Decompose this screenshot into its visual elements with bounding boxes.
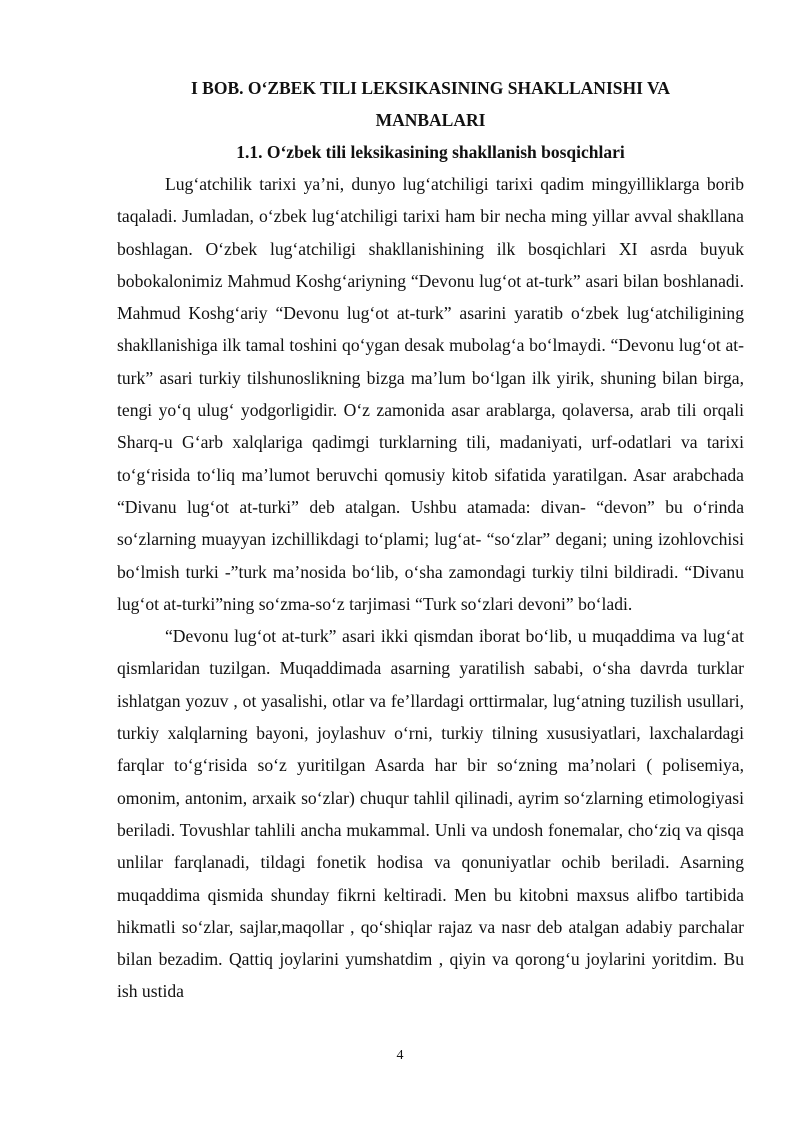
page-number: 4	[396, 1048, 404, 1063]
body-paragraph: “Devonu lug‘ot at-turk” asari ikki qismdan iborat bo‘lib, u muqaddima va lug‘at qismlaridan tuzilgan. Muqaddimada asarning yaratilish sababi, o‘sha davrda turklar ishlatgan yozuv , ot yasalishi, otlar va fe’llardagi orttirmalar, lug‘atning tuzilish usullari, turkiy xalqlarning bayoni, joylashuv o‘rni, turkiy tilning xususiyatlari, laxchalardagi farqlar to‘g‘risida so‘z yuritilgan Asarda har bir so‘zning ma’nolari ( polisemiya, omonim, antonim, arxaik so‘zlar) chuqur tahlil qilinadi, ayrim so‘zlarning etimologiyasi beriladi. Tovushlar tahlili ancha mukammal. Unli va undosh fonemalar, cho‘ziq va qisqa unlilar farqlanadi, tildagi fonetik hodisa va qonuniyatlar ochib beriladi. Asarning muqaddima qismida shunday fikrni keltiradi. Men bu kitobni maxsus alifbo tartibida hikmatli so‘zlar, sajlar,maqollar , qo‘shiqlar rajaz va nasr deb atalgan adabiy parchalar bilan bezadim. Qattiq joylarini yumshatdim , qiyin va qorong‘u joylarini yoritdim. Bu ish ustida	[117, 626, 744, 1002]
body-paragraph: Lug‘atchilik tarixi ya’ni, dunyo lug‘atchiligi tarixi qadim mingyilliklarga borib taqaladi. Jumladan, o‘zbek lug‘atchiligi tarixi ham bir necha ming yillar avval shakllana boshlagan. O‘zbek lug‘atchiligi shakllanishining ilk bosqichlari XI asrda buyuk bobokalonimiz Mahmud Koshg‘ariyning “Devonu lug‘ot at-turk” asari bilan boshlanadi. Mahmud Koshg‘ariy “Devonu lug‘ot at-turk” asarini yaratib o‘zbek lug‘atchiligining shakllanishiga ilk tamal toshini qo‘ygan desak mubolag‘a bo‘lmaydi. “Devonu lug‘ot at-turk” asari turkiy tilshunoslikning bizga ma’lum bo‘lgan ilk yirik, shuning bilan birga, tengi yo‘q ulug‘ yodgorligidir. O‘z zamonida asar arablarga, qolaversa, arab tili orqali Sharq-u G‘arb xalqlariga qadimgi turklarning tili, madaniyati, urf-odatlari va tarixi to‘g‘risida to‘liq ma’lumot beruvchi qomusiy kitob sifatida yaratilgan. Asar arabchada “Divanu lug‘ot at-turki” deb atalgan. Ushbu atamada: divan- “devon” bu o‘rinda so‘zlarning muayyan izchillikdagi to‘plami; lug‘at- “so‘zlar” degani; uning izohlovchisi bo‘lmish turki -”turk ma’nosida bo‘lib, o‘sha zamondagi turkiy tilni bildiradi. “Divanu lug‘ot at-turki”ning so‘zma-so‘z tarjimasi “Turk so‘zlari devoni” bo‘ladi.	[117, 174, 744, 614]
chapter-title: I BOB. O‘ZBEK TILI LEKSIKASINING SHAKLLANISHI VA MANBALARI	[191, 78, 670, 130]
section-title: 1.1. O‘zbek tili leksikasining shakllanish bosqichlari	[236, 142, 625, 162]
